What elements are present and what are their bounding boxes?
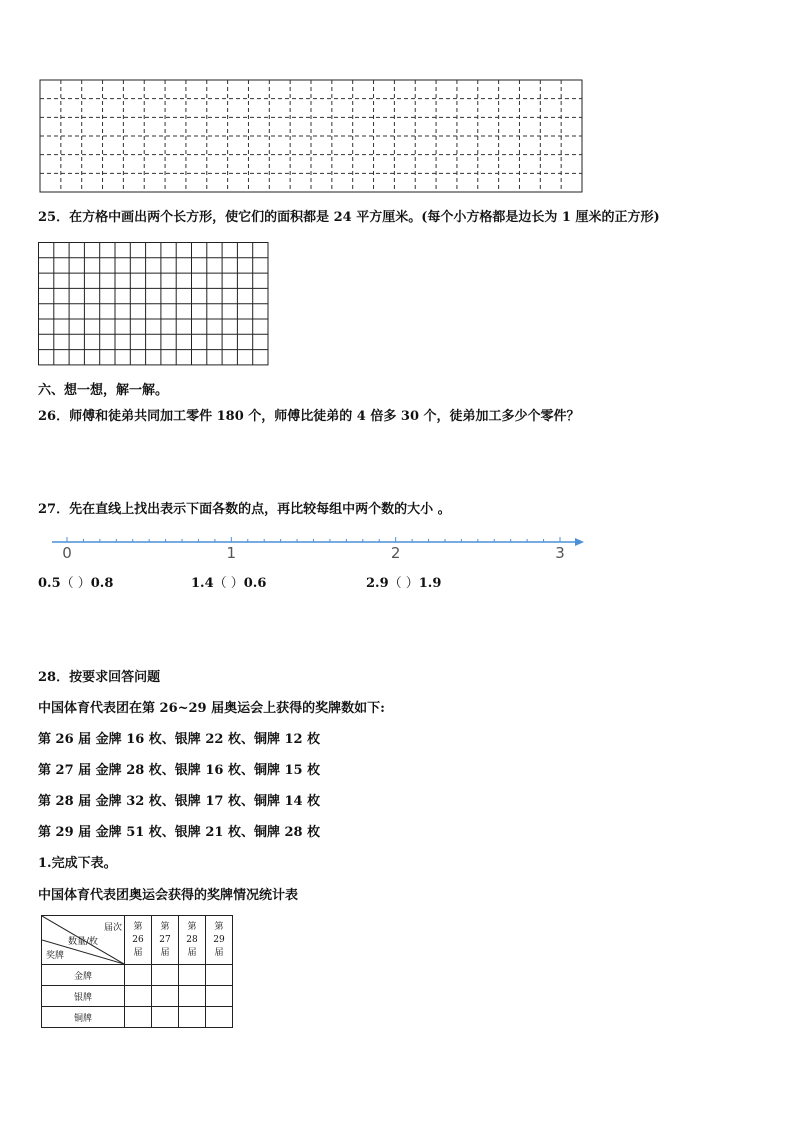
comparison-right: 0.6 [243,576,267,591]
row-label-gold: 金牌 [42,965,125,986]
comparison-1[interactable] [38,572,113,591]
header-session-label: 届次 [104,923,123,933]
section-6-title: 六、想一想，解一解。 [38,383,169,398]
table-row-bronze [42,1007,233,1028]
question-text: 在方格中画出两个长方形，使它们的面积都是 24 平方厘米。(每个小方格都是边长为 1 厘米的正方形) [69,210,660,225]
column-header-27: 第 27 届 [152,916,179,965]
question-28 [38,666,160,685]
table-cell-input[interactable] [125,1007,152,1028]
table-cell-input[interactable] [179,965,206,986]
sub-question-1: 1.完成下表。 [38,856,117,871]
table-cell-input[interactable] [125,986,152,1007]
question-26 [38,405,580,424]
comparison-right: 1.9 [418,576,442,591]
question-text: 先在直线上找出表示下面各数的点，再比较每组中两个数的大小 。 [69,502,451,517]
diagonal-header-cell [42,916,125,965]
comparison-2[interactable] [191,572,266,591]
question-number: 27． [38,502,70,517]
medal-line-28: 第 28 届 金牌 32 枚、银牌 17 枚、铜牌 14 枚 [38,794,321,809]
comparison-blank[interactable]: （ ） [213,576,244,591]
comparison-left: 1.4 [191,576,214,591]
table-cell-input[interactable] [152,965,179,986]
medal-line-26: 第 26 届 金牌 16 枚、银牌 22 枚、铜牌 12 枚 [38,732,321,747]
table-cell-input[interactable] [125,965,152,986]
comparison-left: 2.9 [366,576,389,591]
question-text: 师傅和徒弟共同加工零件 180 个，师傅比徒弟的 4 倍多 30 个，徒弟加工多少个零件？ [69,409,580,424]
question-title: 按要求回答问题 [69,670,161,685]
row-label-bronze: 铜牌 [42,1007,125,1028]
comparison-right: 0.8 [90,576,114,591]
table-title: 中国体育代表团奥运会获得的奖牌情况统计表 [38,888,299,903]
tick-label: 0 [62,544,72,562]
row-label-silver: 银牌 [42,986,125,1007]
comparison-3[interactable] [366,572,441,591]
tick-label: 1 [226,544,237,562]
header-quantity-label: 数量/枚 [68,937,99,947]
number-line[interactable] [48,535,588,567]
table-cell-input[interactable] [152,1007,179,1028]
header-medal-label: 奖牌 [46,951,65,961]
comparison-left: 0.5 [38,576,61,591]
medal-line-29: 第 29 届 金牌 51 枚、银牌 21 枚、铜牌 28 枚 [38,825,321,840]
table-row-gold [42,965,233,986]
comparison-blank[interactable]: （ ） [388,576,419,591]
tick-label: 3 [555,544,565,562]
question-number: 25． [38,210,70,225]
question-number: 26． [38,409,70,424]
table-cell-input[interactable] [206,1007,233,1028]
column-header-26: 第 26 届 [125,916,152,965]
square-grid[interactable] [37,241,271,368]
medal-statistics-table [41,915,233,1028]
comparison-blank[interactable]: （ ） [60,576,91,591]
table-cell-input[interactable] [179,986,206,1007]
column-header-28: 第 28 届 [179,916,206,965]
medal-line-27: 第 27 届 金牌 28 枚、银牌 16 枚、铜牌 15 枚 [38,763,321,778]
q28-intro: 中国体育代表团在第 26~29 届奥运会上获得的奖牌数如下: [38,701,385,716]
number-line-arrow [575,538,584,546]
table-cell-input[interactable] [206,986,233,1007]
table-row-silver [42,986,233,1007]
tick-label: 2 [390,544,401,562]
table-cell-input[interactable] [152,986,179,1007]
question-number: 28． [38,670,70,685]
table-cell-input[interactable] [179,1007,206,1028]
dashed-writing-grid [38,78,586,195]
table-cell-input[interactable] [206,965,233,986]
question-25 [38,206,660,225]
column-header-29: 第 29 届 [206,916,233,965]
question-27 [38,498,451,517]
